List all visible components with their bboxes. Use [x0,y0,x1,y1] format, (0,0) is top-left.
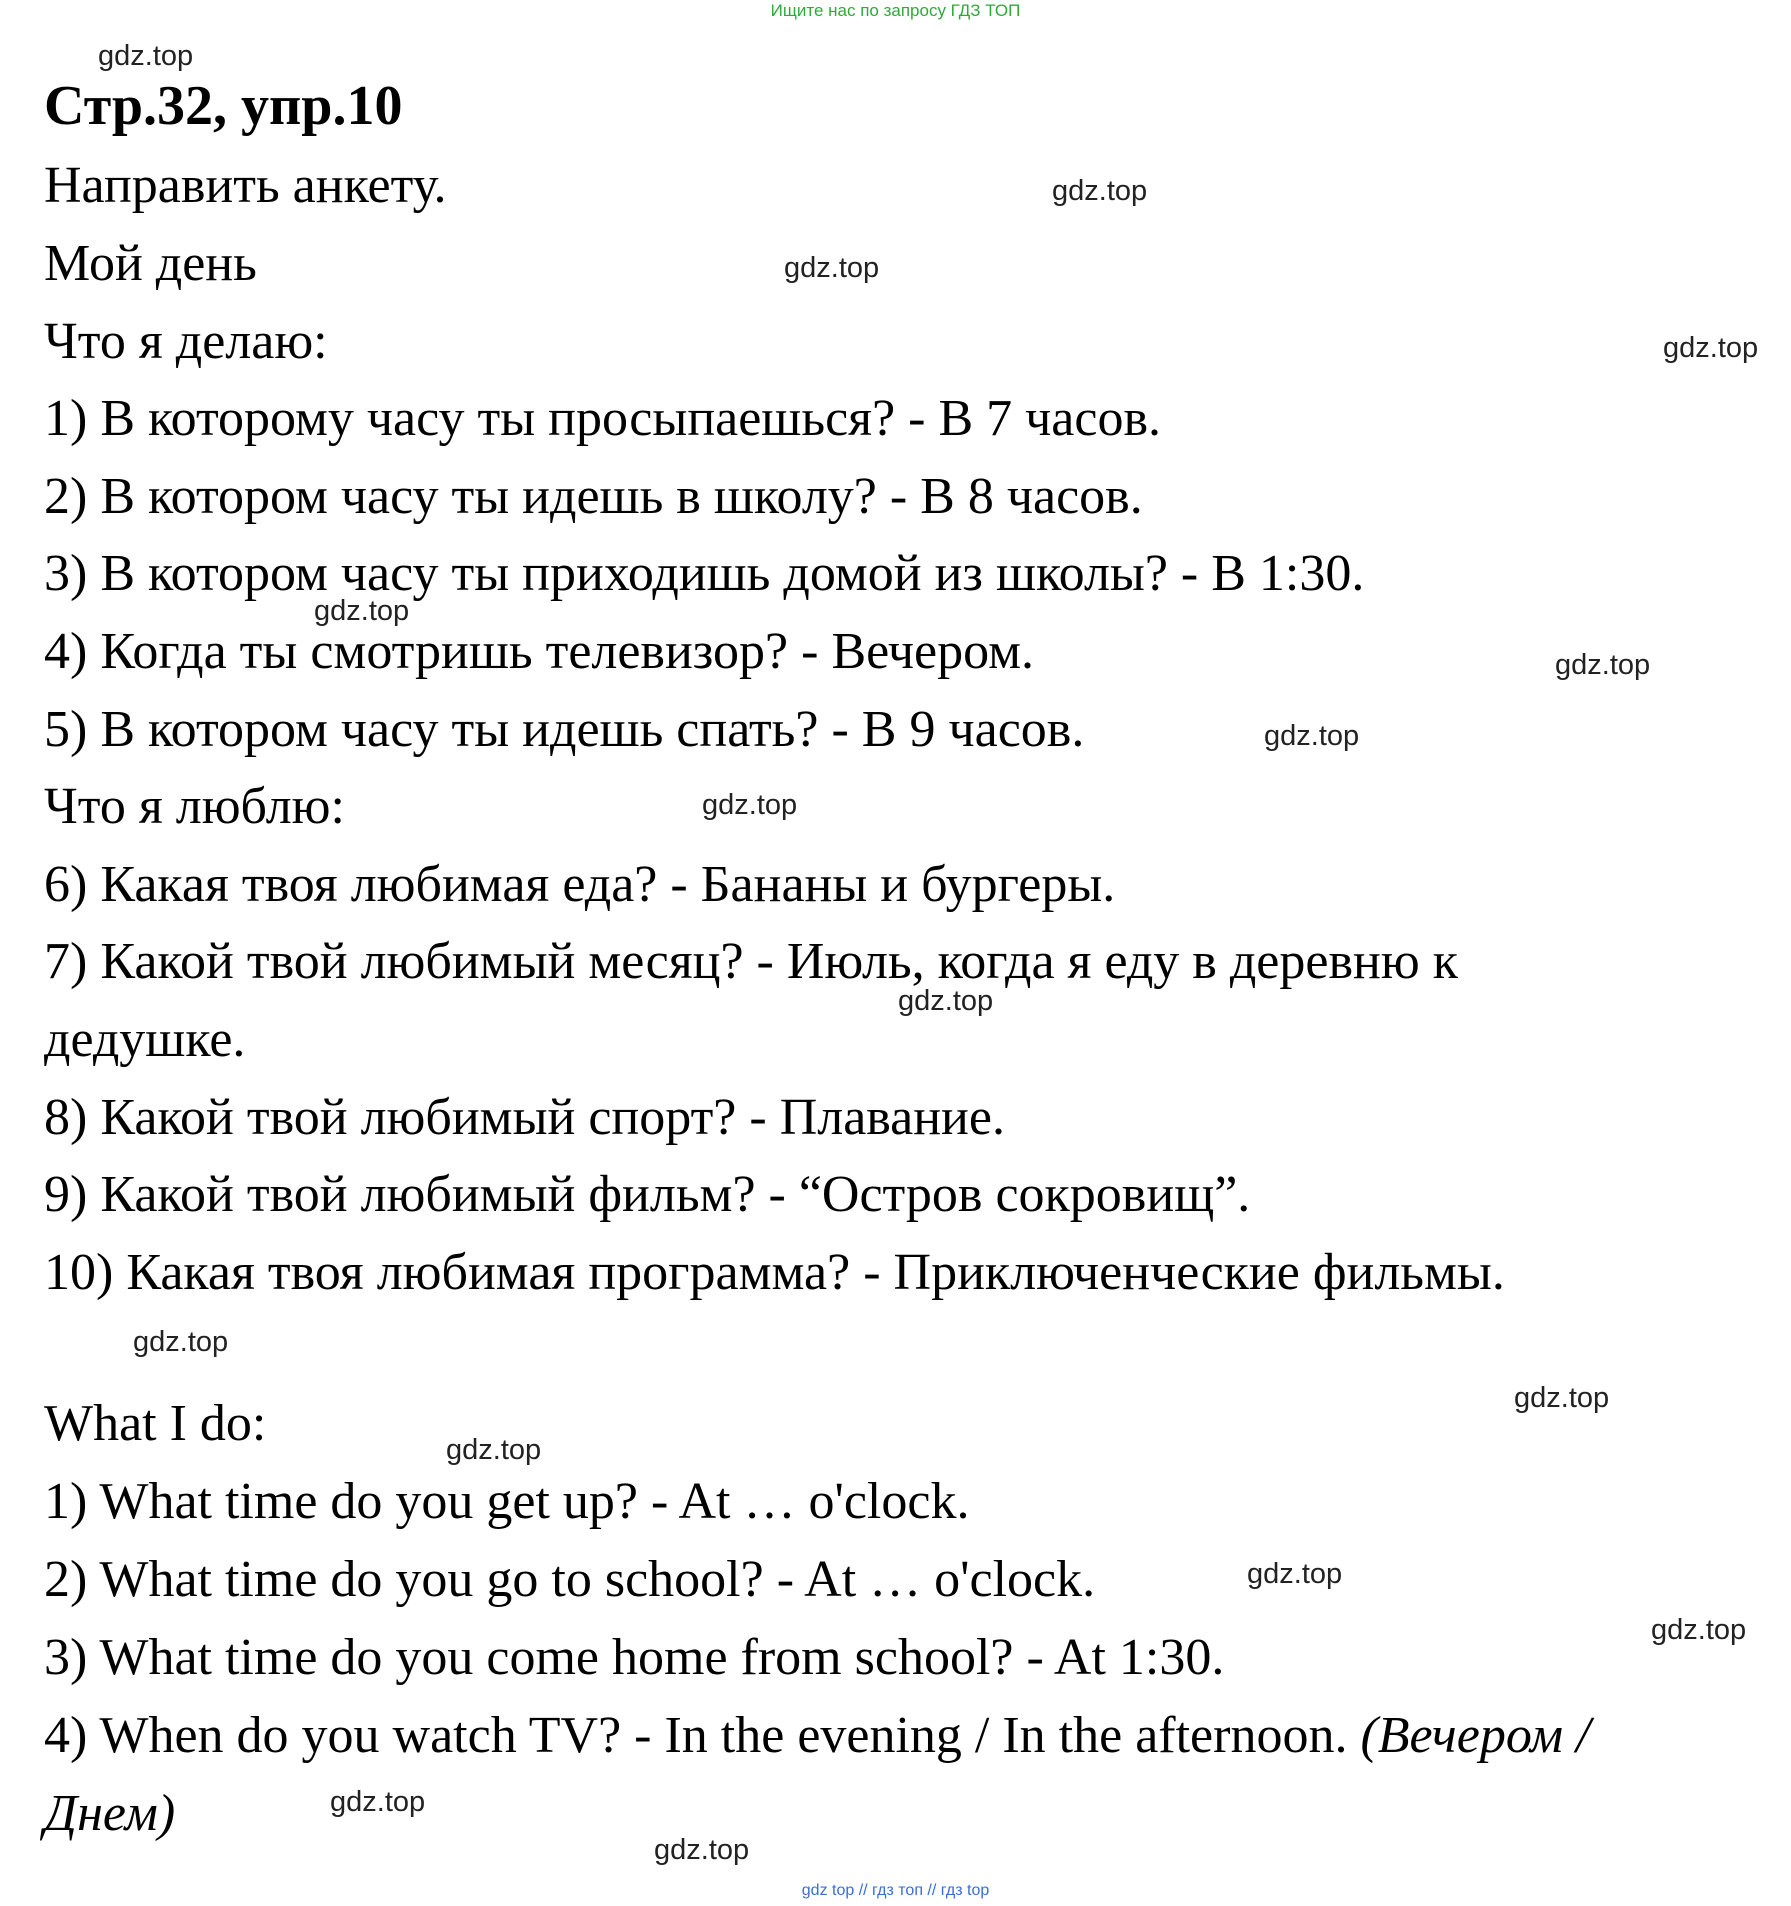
watermark: gdz.top [784,252,880,284]
watermark: gdz.top [1514,1382,1610,1414]
list-item: 1) What time do you get up? - At … o'clock. [44,1473,970,1530]
list-item: 9) Какой твой любимый фильм? - “Остров сокровищ”. [44,1166,1251,1223]
list-item: 4) Когда ты смотришь телевизор? - Вечером. [44,623,1035,680]
list-item: 7) Какой твой любимый месяц? - Июль, когда я еду в деревню к [44,933,1458,990]
text-line: Мой день [44,235,257,292]
top-banner: Ищите нас по запросу ГДЗ ТОП [770,1,1021,20]
list-item: 3) В котором часу ты приходишь домой из школы? - В 1:30. [44,545,1365,602]
section-heading: Что я делаю: [44,313,328,370]
watermark: gdz.top [1052,175,1148,207]
list-item [44,1707,1591,1764]
watermark: gdz.top [98,40,194,72]
section-heading: Что я люблю: [44,778,345,835]
page-title: Стр.32, упр.10 [44,75,403,137]
watermark: gdz.top [1651,1614,1747,1646]
watermark: gdz.top [654,1834,750,1866]
list-item: 2) В котором часу ты идешь в школу? - В 8 часов. [44,468,1143,525]
watermark: gdz.top [133,1326,229,1358]
list-item-text: 4) When do you watch TV? - In the evening / In the afternoon. [44,1707,1348,1764]
watermark: gdz.top [898,985,994,1017]
translation-note-continuation: Днем) [44,1785,176,1842]
watermark: gdz.top [330,1786,426,1818]
list-item: 1) В которому часу ты просыпаешься? - В 7 часов. [44,390,1162,447]
watermark: gdz.top [446,1434,542,1466]
list-item: 3) What time do you come home from school? - At 1:30. [44,1629,1225,1686]
watermark: gdz.top [1247,1558,1343,1590]
watermark: gdz.top [314,595,410,627]
watermark: gdz.top [1264,720,1360,752]
text-line: Направить анкету. [44,157,447,214]
translation-note: (Вечером / [1360,1707,1591,1764]
list-item: 10) Какая твоя любимая программа? - Приключенческие фильмы. [44,1244,1505,1301]
list-item: 5) В котором часу ты идешь спать? - В 9 часов. [44,701,1085,758]
footer-links: gdz top // гдз топ // гдз top [801,1882,990,1899]
watermark: gdz.top [1555,649,1651,681]
list-item: 2) What time do you go to school? - At … o'clock. [44,1551,1096,1608]
list-item: 6) Какая твоя любимая еда? - Бананы и бургеры. [44,856,1116,913]
watermark: gdz.top [702,789,798,821]
watermark: gdz.top [1663,332,1759,364]
list-item-continuation: дедушке. [44,1011,246,1068]
section-heading: What I do: [44,1395,267,1452]
list-item: 8) Какой твой любимый спорт? - Плавание. [44,1089,1005,1146]
